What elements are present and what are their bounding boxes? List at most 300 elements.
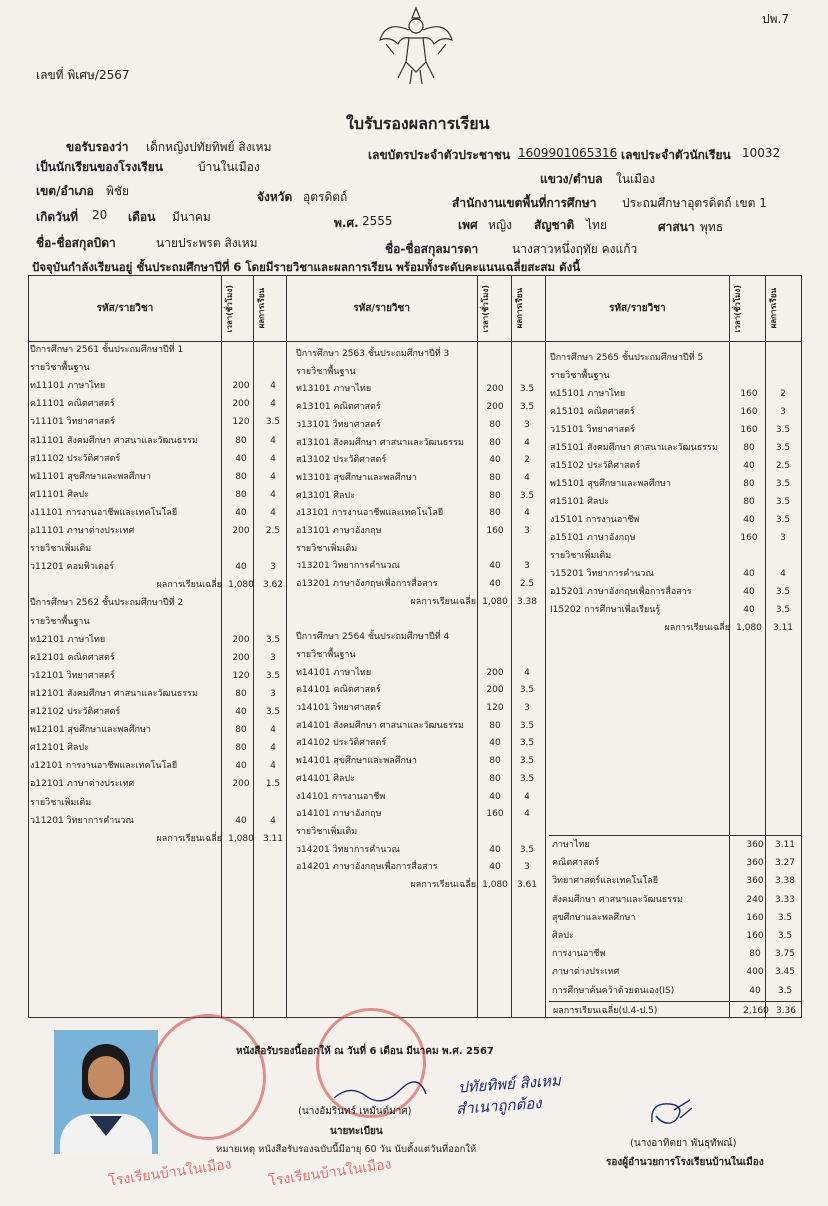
subject-name: ส14102 ประวัติศาสตร์ [296,738,387,749]
grade-value: 3 [270,652,276,663]
grade-value: 1.5 [265,779,281,790]
subject-name: ง14101 การงานอาชีพ [296,791,386,802]
province-label: จังหวัด [257,190,293,204]
hours-value: 40 [489,862,501,873]
subject-row [30,685,286,703]
school-label: เป็นนักเรียนของโรงเรียน [36,160,163,174]
subject-row [550,349,802,367]
hours-value: 160 [746,912,764,923]
grade-value: 3.5 [775,425,791,435]
subject-name: รายวิชาพื้นฐาน [550,371,610,381]
registrar-signature [330,1080,430,1104]
registrar-title: นายทะเบียน [330,1126,383,1137]
id-value: 1609901065316 [518,146,618,160]
subject-name: อ14101 ภาษาอังกฤษ [296,809,382,820]
subject-row [30,757,286,775]
subject-name: ส13102 ประวัติศาสตร์ [296,455,387,466]
sid-label: เลขประจำตัวนักเรียน [621,148,731,162]
subject-name: รายวิชาเพิ่มเติม [296,543,358,554]
hours-value: 200 [232,381,250,392]
hours-value: 200 [232,634,250,645]
subject-name: ปีการศึกษา 2562 ชั้นประถมศึกษาปีที่ 2 [30,598,184,609]
subject-name: การงานอาชีพ [552,949,606,960]
grade-value: 3.5 [775,515,791,525]
hours-value: 400 [746,967,764,978]
hours-value: 200 [486,402,504,413]
grade-value: 2.5 [265,526,281,536]
hours-value: 120 [232,417,250,428]
hours-value: 40 [489,579,501,590]
hours-value: 1,080 [228,580,254,591]
hours-value: 40 [235,507,247,518]
validity-note: หมายเหตุ หนังสือรับรองฉบับนี้มีอายุ 60 วัน นับตั้งแต่วันที่ออกให้ [216,1144,477,1155]
subject-row [550,529,802,547]
subject-row [552,854,802,872]
average-label: ผลการเรียนเฉลี่ย [156,833,222,844]
hours-value: 200 [232,399,250,410]
subject-row [296,469,552,487]
grade-value: 3.5 [265,417,281,428]
average-label: ผลการเรียนเฉลี่ย [156,580,222,591]
subject-name: ศ13101 ศิลปะ [296,490,355,501]
subject-name: ง12101 การงานอาชีพและเทคโนโลยี [30,761,178,772]
hours-value: 80 [489,490,501,501]
header-subject-3: รหัส/รายวิชา [546,276,729,342]
header-subject-2: รหัส/รายวิชา [286,276,477,342]
grade-value: 3.11 [774,840,796,850]
mother-label: ชื่อ-ชื่อสกุลมารดา [385,242,479,256]
grade-value: 4 [524,472,530,483]
grade-value: 3.5 [775,605,791,615]
hours-value: 80 [235,688,247,699]
grade-value: 3.5 [519,773,535,784]
hours-value: 40 [235,815,247,826]
hours-value: 360 [746,858,764,869]
birth-month-label: เดือน [128,210,156,224]
subject-row [30,450,286,468]
grade-value: 3.33 [774,894,796,905]
subject-row [296,858,552,876]
subject-name: ภาษาต่างประเทศ [552,967,620,978]
grade-value: 3.75 [774,949,796,960]
subject-name: อ15201 ภาษาอังกฤษเพื่อการสื่อสาร [550,587,692,597]
grade-value: 3.5 [519,844,535,855]
subject-name: พ12101 สุขศึกษาและพลศึกษา [30,725,151,736]
grade-value: 3 [270,688,276,699]
subject-row [550,601,802,619]
grade-value: 2 [524,455,530,466]
hours-value: 80 [235,471,247,482]
sex-value: หญิง [488,218,512,232]
form-code: ปพ.7 [762,12,789,26]
grade-value: 3.5 [265,634,281,645]
subject-row [296,681,552,699]
grade-value: 4 [524,508,530,519]
grade-value: 3 [780,407,786,417]
subject-name: ส15101 สังคมศึกษา ศาสนาและวัฒนธรรม [550,443,718,453]
subdistrict-value: ในเมือง [616,172,656,186]
hours-value: 40 [235,707,247,717]
subject-row [30,359,286,377]
subject-row [552,927,802,945]
subject-row [552,891,802,909]
subject-row [296,611,552,629]
school-value: บ้านในเมือง [198,160,260,174]
seal-text-left: โรงเรียนบ้านในเมือง [107,1156,233,1190]
grade-value: 3.38 [774,876,796,887]
hours-value: 80 [743,497,755,507]
subject-name: ส12101 สังคมศึกษา ศาสนาและวัฒนธรรม [30,688,198,699]
subject-name: ว15201 วิทยาการคำนวณ [550,569,654,579]
subject-name: ส13101 สังคมศึกษา ศาสนาและวัฒนธรรม [296,437,464,448]
subject-name: ปีการศึกษา 2563 ชั้นประถมศึกษาปีที่ 3 [296,349,450,359]
subject-row [296,699,552,717]
subject-name: พ11101 สุขศึกษาและพลศึกษา [30,471,151,482]
subject-row [550,367,802,385]
subject-name: ว11201 คอมพิวเตอร์ [30,562,115,573]
hours-value: 1,080 [736,623,762,633]
director-name: (นางอาทิตยา พันธุทัพณ์) [630,1138,737,1149]
grade-value: 3.5 [519,720,535,731]
subject-row [550,583,802,601]
subject-row [296,575,552,593]
grade-value: 4 [270,381,276,392]
subject-row [30,775,286,793]
grade-value: 4 [524,809,530,820]
subject-row [296,487,552,505]
subject-row [550,457,802,475]
subject-name: ค13101 คณิตศาสตร์ [296,402,381,413]
hours-value: 360 [746,840,764,850]
subject-row [296,363,552,381]
grade-value: 2 [780,389,786,399]
grade-value: 3.5 [265,670,281,681]
average-row [296,593,552,611]
id-label: เลขบัตรประจำตัวประชาชน [368,148,511,162]
hours-value: 40 [743,587,755,597]
subject-row [30,540,286,558]
average-label: ผลการเรียนเฉลี่ย [664,623,730,633]
grade-value: 3.5 [775,479,791,489]
birth-day-label: เกิดวันที่ [36,210,79,224]
seal-text-right: โรงเรียนบ้านในเมือง [267,1156,393,1190]
grade-value: 2.5 [519,579,535,590]
subject-name: ศิลปะ [552,931,574,941]
hours-value: 200 [486,667,504,678]
hours-value: 40 [749,985,761,996]
hours-value: 80 [749,949,761,960]
subject-row [296,398,552,416]
subject-row [550,403,802,421]
subject-row [552,909,802,927]
subject-row [552,872,802,890]
header-hours-3: เวลา(ชั่วโมง) [729,276,765,342]
header-grade-2: ผลการเรียน [511,276,545,342]
subject-name: รายวิชาพื้นฐาน [296,366,356,377]
grade-value: 3 [524,526,530,536]
subject-row [30,413,286,431]
subject-name: ท15101 ภาษาไทย [550,389,626,399]
student-name: เด็กหญิงปทัยทิพย์ สิงเหม [146,140,272,154]
subject-row [30,703,286,721]
average-row [30,830,286,848]
religion-label: ศาสนา [658,220,695,234]
subject-name: พ14101 สุขศึกษาและพลศึกษา [296,756,417,767]
subject-row [550,439,802,457]
hours-value: 40 [489,561,501,572]
grade-value: 4 [524,791,530,802]
hours-value: 200 [232,779,250,790]
grade-value: 4 [270,435,276,446]
page-title: ใบรับรองผลการเรียน [346,114,490,133]
hours-value: 40 [489,844,501,855]
subject-row [296,752,552,770]
grade-value: 3.61 [516,880,538,890]
grade-value: 4 [270,761,276,772]
grade-value: 2.5 [775,461,791,471]
average-row [30,576,286,594]
father-label: ชื่อ-ชื่อสกุลบิดา [36,236,116,250]
office-value: ประถมศึกษาอุตรดิตถ์ เขต 1 [622,196,767,210]
subject-name: ศ15101 ศิลปะ [550,497,609,507]
header-hours-1: เวลา(ชั่วโมง) [221,276,253,342]
subject-name: ง15101 การงานอาชีพ [550,515,640,525]
subject-row [30,468,286,486]
subject-row [30,504,286,522]
subject-name: ศ11101 ศิลปะ [30,489,89,500]
subject-name: ส15102 ประวัติศาสตร์ [550,461,641,471]
office-label: สำนักงานเขตพื้นที่การศึกษา [452,196,597,210]
subject-name: ปีการศึกษา 2561 ชั้นประถมศึกษาปีที่ 1 [30,345,184,355]
subject-name: รายวิชาเพิ่มเติม [550,551,612,561]
subject-name: ค12101 คณิตศาสตร์ [30,652,115,663]
grade-value: 4 [524,437,530,448]
subject-name: อ12101 ภาษาต่างประเทศ [30,779,135,790]
subject-name: ว12101 วิทยาศาสตร์ [30,670,115,681]
grade-value: 3.5 [519,685,535,696]
grade-value: 3.11 [772,623,794,633]
subject-row [296,557,552,575]
sex-label: เพศ [458,218,478,232]
student-photo [54,1030,158,1154]
hours-value: 80 [489,720,501,731]
subject-row [30,667,286,685]
grade-value: 3.5 [519,756,535,767]
grade-value: 3 [524,561,530,572]
hours-value: 240 [746,894,764,905]
subject-row [30,613,286,631]
hours-value: 80 [489,508,501,519]
hours-value: 160 [740,533,758,543]
subject-name: ค14101 คณิตศาสตร์ [296,685,381,696]
subject-name: ปีการศึกษา 2564 ชั้นประถมศึกษาปีที่ 4 [296,632,450,643]
average-row [296,876,552,894]
subject-name: ว13101 วิทยาศาสตร์ [296,419,381,430]
subject-name: ว14101 วิทยาศาสตร์ [296,703,381,713]
religion-value: พุทธ [700,220,724,234]
hours-value: 80 [235,435,247,446]
subject-name: อ13101 ภาษาอังกฤษ [296,526,382,536]
grade-value: 4 [524,667,530,678]
subject-row [552,963,802,981]
grade-value: 3 [524,862,530,873]
hours-value: 80 [235,743,247,754]
hours-value: 1,080 [482,880,508,890]
subject-row [30,486,286,504]
header-grade-1: ผลการเรียน [254,276,286,342]
subject-name: คณิตศาสตร์ [552,858,600,869]
document-number: เลขที่ พิเศษ/2567 [36,68,130,82]
grade-value: 3.27 [774,858,796,869]
hours-value: 80 [235,489,247,500]
header-grade-3: ผลการเรียน [765,276,801,342]
subject-row [296,451,552,469]
hours-value: 40 [489,455,501,466]
subject-name: ปีการศึกษา 2565 ชั้นประถมศึกษาปีที่ 5 [550,353,704,363]
subject-name: ส11102 ประวัติศาสตร์ [30,453,121,464]
subject-row [30,794,286,812]
hours-value: 40 [235,761,247,772]
hours-value: 1,080 [228,833,254,844]
sid-value: 10032 [742,146,781,160]
subject-row [552,836,802,854]
grade-value: 3.38 [516,596,538,607]
garuda-emblem [376,0,456,85]
subject-name: รายวิชาพื้นฐาน [296,649,356,660]
subject-row [30,395,286,413]
subject-row [30,341,286,359]
subject-row [550,565,802,583]
header-subject-1: รหัส/รายวิชา [29,276,222,342]
subject-name: ศ12101 ศิลปะ [30,743,89,754]
hours-value: 80 [489,472,501,483]
subject-row [296,416,552,434]
subject-row [550,385,802,403]
grade-value: 3.5 [519,490,535,501]
director-title: รองผู้อำนวยการโรงเรียนบ้านในเมือง [606,1157,764,1168]
hours-value: 120 [232,670,250,681]
subject-name: ท14101 ภาษาไทย [296,667,372,678]
subject-row [550,511,802,529]
subject-row [296,345,552,363]
grade-value: 3.5 [519,384,535,395]
birth-month: มีนาคม [172,210,211,224]
subject-row [296,504,552,522]
hours-value: 120 [486,703,504,713]
subject-name: ส12102 ประวัติศาสตร์ [30,707,121,717]
subject-name: ค11101 คณิตศาสตร์ [30,399,115,410]
grade-value: 3 [524,419,530,430]
hours-value: 40 [743,569,755,579]
grade-value: 4 [270,815,276,826]
subject-row [552,982,802,1000]
hours-value: 40 [235,453,247,464]
hours-value: 40 [743,515,755,525]
grade-value: 4 [270,725,276,736]
subject-name: ว13201 วิทยาการคำนวณ [296,561,400,572]
subdistrict-label: แขวง/ตำบล [540,172,603,186]
grade-value: 4 [270,743,276,754]
subject-name: ง13101 การงานอาชีพและเทคโนโลยี [296,508,444,519]
header-hours-2: เวลา(ชั่วโมง) [477,276,511,342]
grade-value: 3.5 [775,497,791,507]
grade-value: 4 [270,453,276,464]
subject-name: รายวิชาพื้นฐาน [30,363,90,374]
birth-year-label: พ.ศ. [334,216,359,230]
hours-value: 80 [489,756,501,767]
average-row [550,619,802,637]
province-value: อุตรดิตถ์ [303,190,348,204]
hours-value: 40 [235,562,247,573]
registrar-name: (นางอัมรินทร์ เหมันต์มาศ) [298,1106,412,1117]
handwriting-certified: สำเนาถูกต้อง [455,1094,543,1118]
summary-total-label: ผลการเรียนเฉลี่ย(ป.4-ป.5) [553,1006,658,1016]
subject-name: ภาษาไทย [552,840,590,850]
subject-row [30,812,286,830]
subject-name: วิทยาศาสตร์และเทคโนโลยี [552,876,659,887]
subject-name: อ14201 ภาษาอังกฤษเพื่อการสื่อสาร [296,862,438,873]
grade-value: 3.5 [777,931,793,941]
subject-row [30,432,286,450]
subject-name: ว11201 วิทยาการคำนวณ [30,815,134,826]
subject-row [296,841,552,859]
subject-row [296,434,552,452]
average-label: ผลการเรียนเฉลี่ย [410,880,476,890]
grade-value: 3.5 [775,443,791,453]
subject-name: รายวิชาเพิ่มเติม [296,826,358,837]
hours-value: 200 [486,384,504,395]
subject-row [30,522,286,540]
subject-name: ง11101 การงานอาชีพและเทคโนโลยี [30,507,178,518]
district-value: พิชัย [106,184,130,198]
subject-row [30,558,286,576]
subject-name: รายวิชาพื้นฐาน [30,616,90,627]
cert-label: ขอรับรองว่า [66,140,129,154]
grade-value: 3.11 [262,833,284,844]
subject-row [552,945,802,963]
hours-value: 80 [489,773,501,784]
subject-name: ว11101 วิทยาศาสตร์ [30,417,115,428]
subject-name: ส14101 สังคมศึกษา ศาสนาและวัฒนธรรม [296,720,464,731]
hours-value: 160 [740,407,758,417]
current-study-line: ปัจจุบันกำลังเรียนอยู่ ชั้นประถมศึกษาปีที่ 6 โดยมีรายวิชาและผลการเรียน พร้อมทั้งระดับคะแนนเฉลี่ยสะสม ดังนี้ [32,260,581,274]
subject-name: ท12101 ภาษาไทย [30,634,106,645]
father-name: นายประพรต สิงเหม [156,236,258,250]
subject-name: ว14201 วิทยาการคำนวณ [296,844,400,855]
grade-value: 3.5 [777,985,793,996]
subject-name: สังคมศึกษา ศาสนาและวัฒนธรรม [552,894,683,905]
birth-year: 2555 [362,214,393,228]
average-label: ผลการเรียนเฉลี่ย [410,596,476,607]
subject-name: รายวิชาเพิ่มเติม [30,797,92,808]
hours-value: 160 [740,425,758,435]
school-seal-left [150,1014,266,1140]
grade-value: 4 [270,507,276,518]
mother-name: นางสาวหนึ่งฤทัย คงแก้ว [512,242,638,256]
grade-value: 3.62 [262,580,284,591]
hours-value: 160 [746,931,764,941]
subject-row [30,649,286,667]
subject-name: รายวิชาเพิ่มเติม [30,544,92,555]
subject-name: I15202 การศึกษาเพื่อเรียนรู้ [550,605,661,615]
grade-value: 4 [270,489,276,500]
subject-name: ว15101 วิทยาศาสตร์ [550,425,635,435]
subject-row [296,717,552,735]
subject-row [296,770,552,788]
grade-value: 3.5 [265,707,281,717]
photo-face [88,1056,124,1098]
hours-value: 80 [489,419,501,430]
